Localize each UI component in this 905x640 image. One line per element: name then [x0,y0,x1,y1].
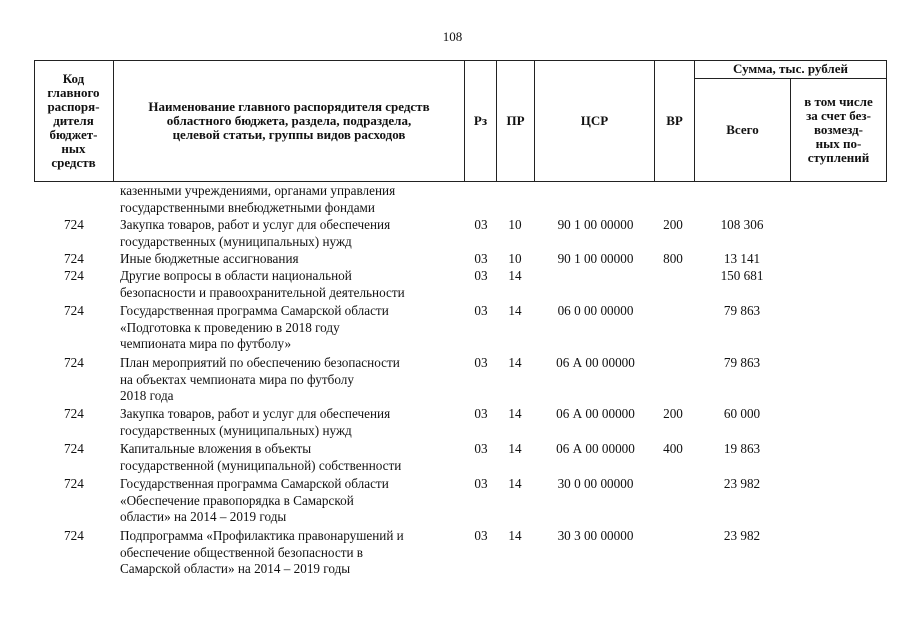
row-csr: 06 А 00 00000 [556,406,635,421]
row-csr: 90 1 00 00000 [557,251,634,266]
row-vr: 200 [663,406,683,421]
row-pr: 14 [508,268,522,283]
row-total: 79 863 [723,303,761,318]
row-rz: 03 [474,528,488,543]
row-rz: 03 [474,268,488,283]
row-pr: 14 [508,355,522,370]
row-code: 724 [64,268,84,283]
header-pr: ПР [506,112,525,128]
row-vr: 800 [663,251,683,266]
row-rz: 03 [474,476,488,491]
row-code: 724 [64,528,84,543]
row-name: Другие вопросы в области национальной безопасности и правоохранительной деятельности [120,268,405,300]
row-pr: 14 [508,476,522,491]
header-vr: ВР [666,112,683,128]
row-name: Подпрограмма «Профилактика правонарушений и обеспечение общественной безопасности в Самарской области» на 2014 – 2019 годы [120,528,404,577]
header-free-receipts: в том числе за счет без- возмезд- ных по- ступлений [804,94,873,165]
row-name: Государственная программа Самарской области «Подготовка к проведению в 2018 году чемпионата мира по футболу» [120,303,389,352]
row-csr: 06 А 00 00000 [556,441,635,456]
row-name: Капитальные вложения в объекты государственной (муниципальной) собственности [120,441,402,473]
row-total: 60 000 [723,406,761,421]
row-rz: 03 [474,355,488,370]
row-name: казенными учреждениями, органами управления государственными внебюджетными фондами [120,183,396,215]
row-csr: 06 0 00 00000 [557,303,634,318]
row-rz: 03 [474,303,488,318]
row-total: 23 982 [723,528,761,543]
row-total: 23 982 [723,476,761,491]
row-csr: 30 3 00 00000 [557,528,634,543]
row-code: 724 [64,303,84,318]
header-code: Код главного распоря- дителя бюджет- ных средств [47,70,100,170]
row-vr: 400 [663,441,683,456]
table-header [34,60,887,182]
row-pr: 14 [508,406,522,421]
row-rz: 03 [474,251,488,266]
row-name: Закупка товаров, работ и услуг для обеспечения государственных (муниципальных) нужд [120,406,391,438]
page-number: 108 [442,29,463,44]
header-name: Наименование главного распорядителя средств областного бюджета, раздела, подраздела, целевой статьи, группы видов расходов [148,98,430,142]
row-csr: 30 0 00 00000 [557,476,634,491]
row-rz: 03 [474,441,488,456]
header-total: Всего [726,122,759,137]
row-code: 724 [64,441,84,456]
header-sum-group: Сумма, тыс. рублей [733,61,848,76]
row-name: Закупка товаров, работ и услуг для обеспечения государственных (муниципальных) нужд [120,217,391,249]
row-code: 724 [64,251,84,266]
row-rz: 03 [474,406,488,421]
row-vr: 200 [663,217,683,232]
row-total: 19 863 [723,441,761,456]
row-code: 724 [64,406,84,421]
row-code: 724 [64,355,84,370]
row-name: Государственная программа Самарской области «Обеспечение правопорядка в Самарской области» на 2014 – 2019 годы [120,476,389,525]
header-rz: Рз [473,112,488,128]
row-total: 150 681 [720,268,764,283]
row-pr: 14 [508,303,522,318]
row-csr: 06 А 00 00000 [556,355,635,370]
row-pr: 14 [508,441,522,456]
row-pr: 10 [508,217,522,232]
row-pr: 10 [508,251,522,266]
row-code: 724 [64,476,84,491]
row-name: План мероприятий по обеспечению безопасности на объектах чемпионата мира по футболу 2018 года [120,355,400,404]
row-rz: 03 [474,217,488,232]
row-code: 724 [64,217,84,232]
row-total: 79 863 [723,355,761,370]
row-name: Иные бюджетные ассигнования [120,251,299,266]
row-csr: 90 1 00 00000 [557,217,634,232]
row-pr: 14 [508,528,522,543]
row-total: 13 141 [723,251,761,266]
header-csr: ЦСР [580,112,609,128]
row-total: 108 306 [720,217,764,232]
